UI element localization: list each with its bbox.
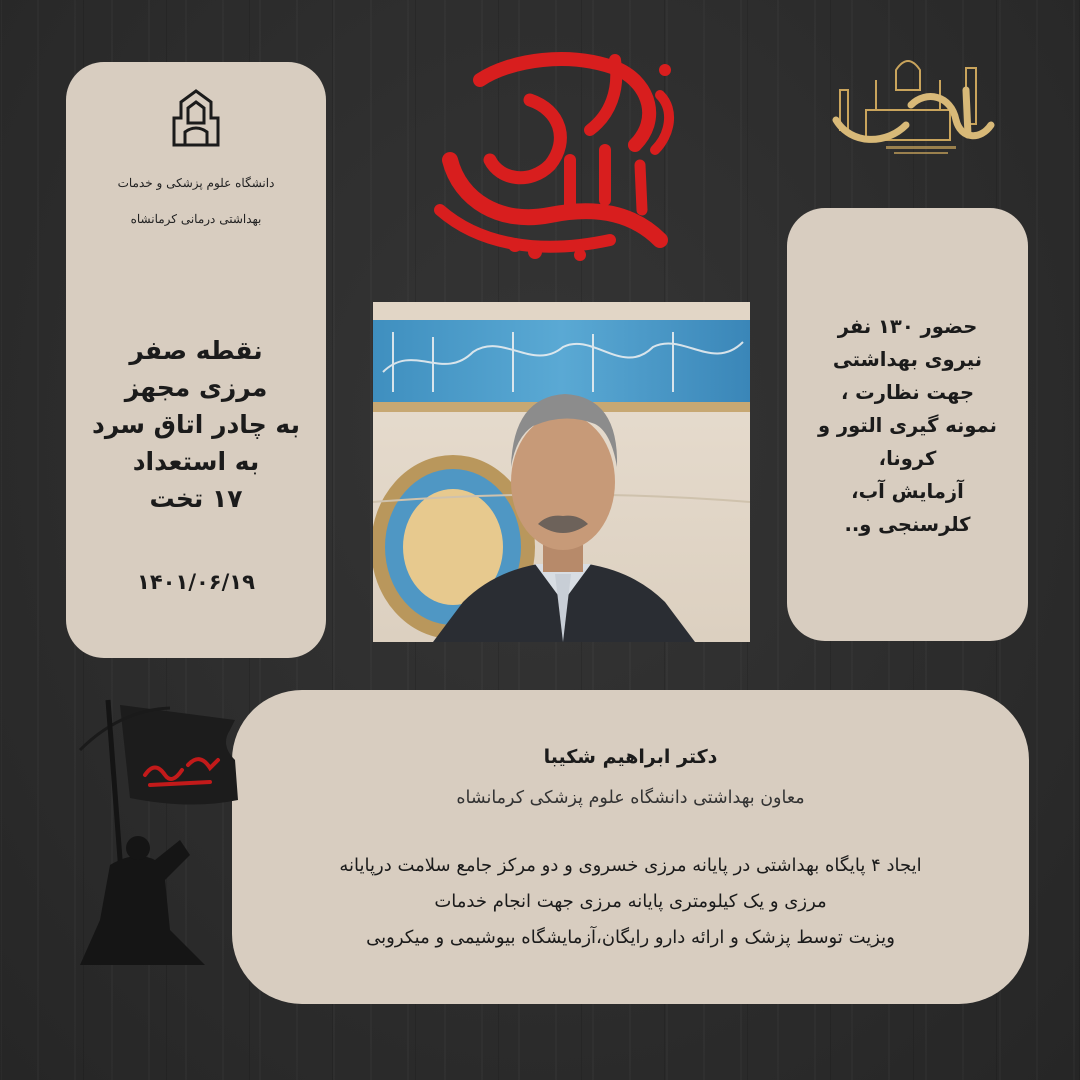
- university-logo: [66, 88, 326, 152]
- right-text: [795, 310, 1020, 541]
- labbayk-calligraphy-icon: [420, 40, 690, 275]
- left-title: [76, 332, 316, 517]
- university-logo-icon: [171, 88, 221, 148]
- doctor-role: معاون بهداشتی دانشگاه علوم پزشکی کرمانشاه: [456, 788, 805, 808]
- right-text-line: آزمایش آب،: [851, 480, 964, 503]
- university-name-line1: دانشگاه علوم پزشکی و خدمات: [117, 176, 275, 190]
- services-line: ایجاد ۴ پایگاه بهداشتی در پایانه مرزی خسروی و دو مرکز جامع سلامت درپایانه: [339, 855, 922, 876]
- services-paragraph: [250, 848, 1011, 956]
- right-text-line: حضور ۱۳۰ نفر: [837, 315, 978, 338]
- left-title-line: ۱۷ تخت: [149, 484, 243, 513]
- left-title-line: به چادر اتاق سرد: [92, 410, 300, 439]
- right-text-line: نیروی بهداشتی: [832, 348, 983, 371]
- services-line: ویزیت توسط پزشک و ارائه دارو رایگان،آزمایشگاه بیوشیمی و میکروبی: [366, 927, 895, 948]
- date-label: ۱۴۰۱/۰۶/۱۹: [137, 570, 255, 594]
- university-name-line2: بهداشتی درمانی کرمانشاه: [130, 212, 262, 226]
- left-title-line: به استعداد: [132, 447, 260, 476]
- left-title-line: نقطه صفر: [129, 336, 263, 365]
- left-info-card: [66, 62, 326, 658]
- right-text-line: کلرسنجی و..: [844, 513, 971, 536]
- bottom-info-card: [232, 690, 1029, 1004]
- doctor-name: دکتر ابراهیم شکیبا: [543, 746, 718, 768]
- black-flag-icon: [60, 690, 250, 965]
- doctor-photo: [373, 302, 750, 642]
- right-text-line: نمونه گیری التور و: [818, 414, 997, 437]
- right-info-card: [787, 208, 1028, 641]
- services-line: مرزی و یک کیلومتری پایانه مرزی جهت انجام خدمات: [434, 891, 827, 912]
- arbaeen-logo-icon: [816, 50, 1000, 162]
- right-text-line: جهت نظارت ،: [840, 381, 974, 404]
- right-text-line: کرونا،: [878, 447, 937, 470]
- left-title-line: مرزی مجهز: [124, 373, 268, 402]
